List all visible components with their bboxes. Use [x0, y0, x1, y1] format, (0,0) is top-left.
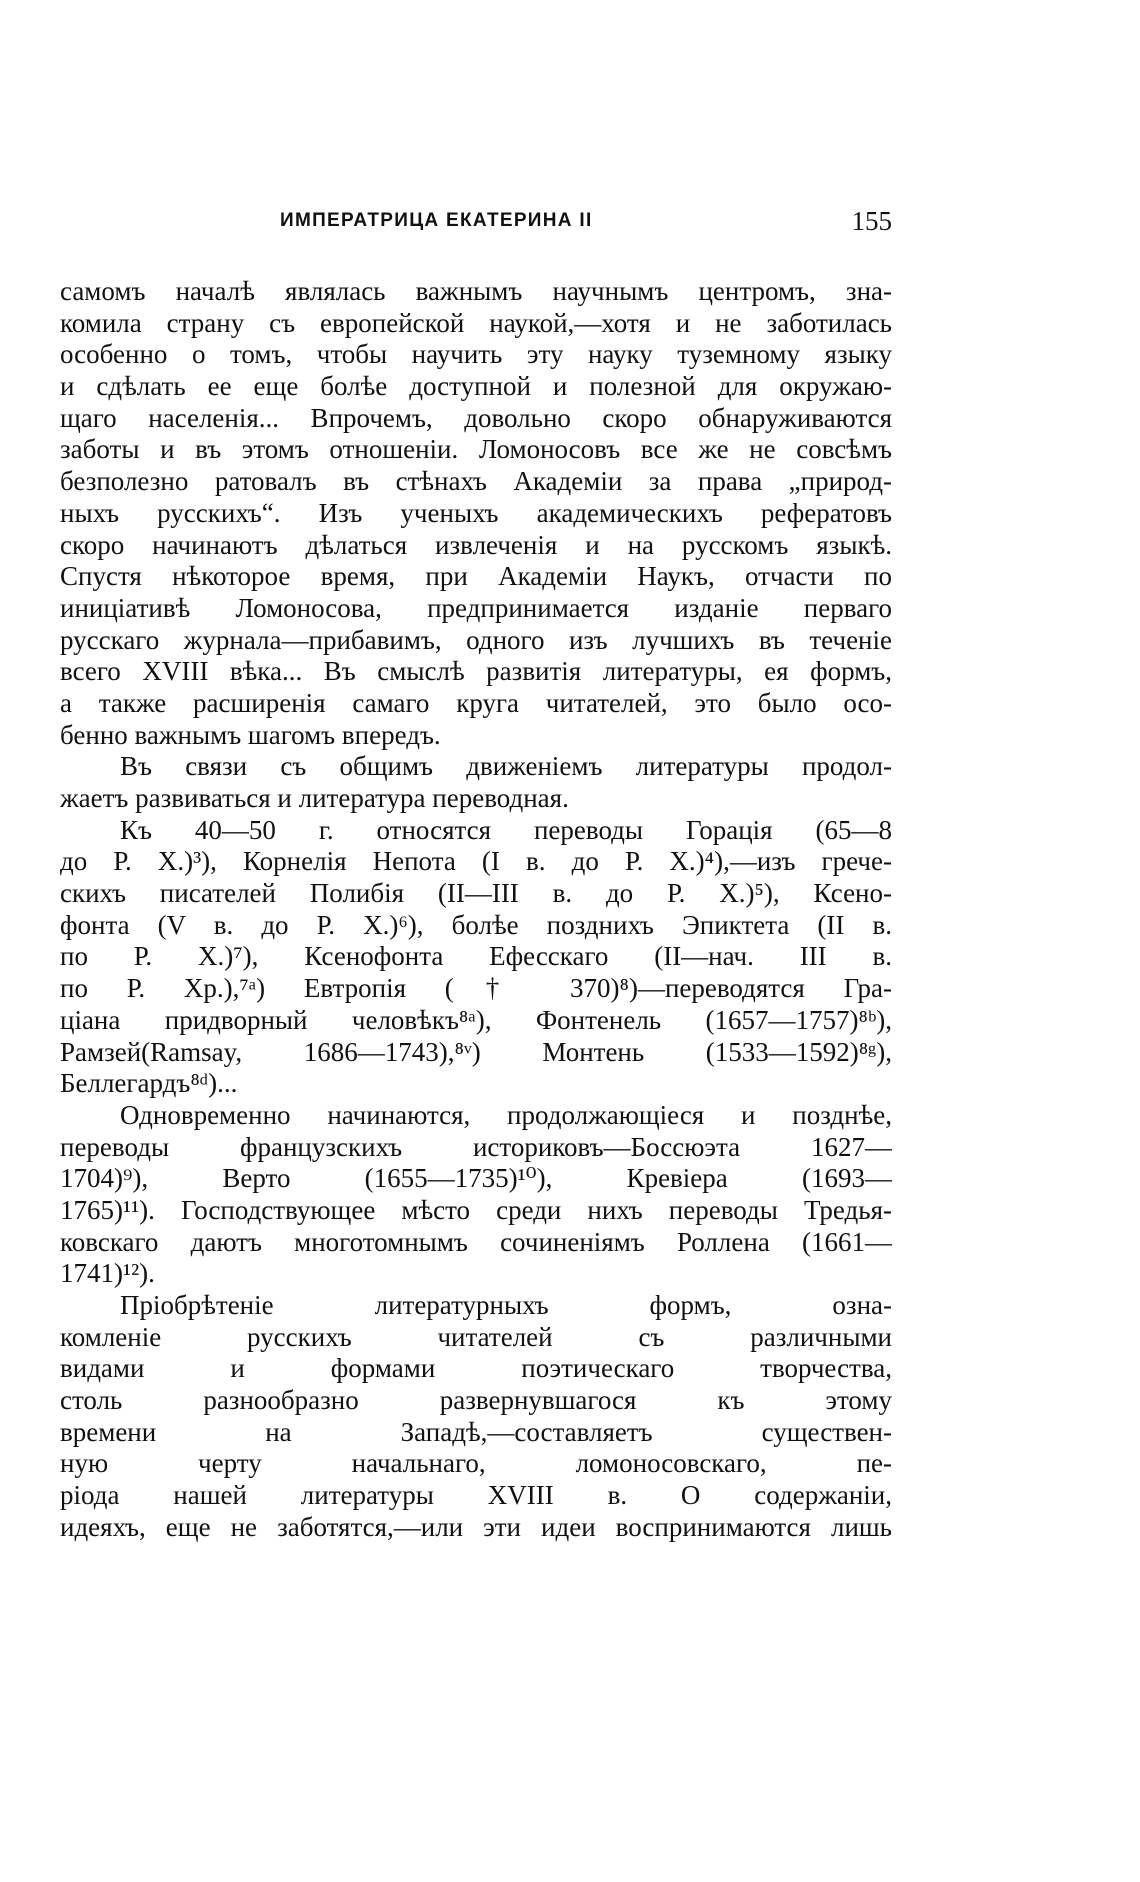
text-line: ціана придворный человѣкъ⁸ᵃ), Фонтенель (1657—1757)⁸ᵇ),: [60, 1004, 892, 1035]
paragraph-4: [60, 1100, 892, 1290]
text-line: ковскаго даютъ многотомнымъ сочиненіямъ Роллена (1661—: [60, 1226, 892, 1257]
text-line: по Р. Хр.),⁷ᵃ) Евтропія († 370)⁸)—переводятся Гра-: [60, 973, 892, 1004]
text-line: фонта (V в. до Р. X.)⁶), болѣе позднихъ Эпиктета (II в.: [60, 909, 892, 940]
running-head: [280, 206, 892, 242]
page-number: 155: [851, 206, 892, 236]
text-line: Пріобрѣтеніе литературныхъ формъ, озна-: [120, 1290, 892, 1320]
text-line: идеяхъ, еще не заботятся,—или эти идеи воспринимаются лишь: [60, 1511, 892, 1542]
text-line: всего XVIII вѣка... Въ смыслѣ развитія литературы, ея формъ,: [60, 656, 892, 687]
text-line: комила страну съ европейской наукой,—хотя и не заботилась: [60, 307, 892, 338]
text-line: времени на Западѣ,—составляетъ существен-: [60, 1416, 892, 1447]
text-line: ную черту начальнаго, ломоносовскаго, пе-: [60, 1448, 892, 1479]
text-line: 1741)¹²).: [60, 1258, 155, 1289]
paragraph-2: [60, 751, 892, 814]
text-line: особенно о томъ, чтобы научить эту науку туземному языку: [60, 339, 892, 370]
text-line: щаго населенія... Впрочемъ, довольно скоро обнаруживаются: [60, 402, 892, 433]
paragraph-1: [60, 276, 892, 751]
paragraph-3: [60, 815, 892, 1100]
text-line: ныхъ русскихъ“. Изъ ученыхъ академическихъ рефератовъ: [60, 497, 892, 528]
text-line: заботы и въ этомъ отношеніи. Ломоносовъ все же не совсѣмъ: [60, 434, 892, 465]
running-title: ИМПЕРАТРИЦА ЕКАТЕРИНА II: [280, 210, 593, 231]
paragraph-5: [60, 1290, 892, 1544]
text-line: до Р. X.)³), Корнелія Непота (I в. до Р. X.)⁴),—изъ грече-: [60, 846, 892, 877]
body-text: [60, 276, 892, 1544]
text-line: переводы французскихъ историковъ—Боссюэта 1627—: [60, 1131, 892, 1162]
text-line: бенно важнымъ шагомъ впередъ.: [60, 719, 441, 750]
text-line: иниціативѣ Ломоносова, предпринимается изданіе перваго: [60, 592, 892, 623]
text-line: самомъ началѣ являлась важнымъ научнымъ центромъ, зна-: [60, 276, 892, 306]
text-line: столь разнообразно развернувшагося къ этому: [60, 1385, 892, 1416]
text-line: и сдѣлать ее еще болѣе доступной и полезной для окружаю-: [60, 371, 892, 402]
text-line: а также расширенія самаго круга читателей, это было осо-: [60, 687, 892, 718]
text-line: 1765)¹¹). Господствующее мѣсто среди нихъ переводы Тредья-: [60, 1194, 892, 1225]
text-line: русскаго журнала—прибавимъ, одного изъ лучшихъ въ теченіе: [60, 624, 892, 655]
text-line: Беллегардъ⁸ᵈ)...: [60, 1068, 238, 1099]
text-line: безполезно ратовалъ въ стѣнахъ Академіи за права „природ-: [60, 466, 892, 497]
text-line: жаетъ развиваться и литература переводная.: [60, 783, 569, 813]
text-line: Одновременно начинаются, продолжающіеся и позднѣе,: [120, 1099, 892, 1130]
text-line: Къ 40—50 г. относятся переводы Горація (65—8: [120, 814, 892, 845]
text-line: видами и формами поэтическаго творчества,: [60, 1353, 892, 1384]
text-line: 1704)⁹), Верто (1655—1735)¹⁰), Кревіера (1693—: [60, 1163, 892, 1194]
text-line: Въ связи съ общимъ движеніемъ литературы продол-: [120, 751, 892, 782]
text-line: по Р. X.)⁷), Ксенофонта Ефесскаго (II—нач. III в.: [60, 941, 892, 972]
text-line: скоро начинаютъ дѣлаться извлеченія и на русскомъ языкѣ.: [60, 529, 892, 560]
text-line: ріода нашей литературы XVIII в. О содержаніи,: [60, 1480, 892, 1511]
text-line: Рамзей(Ramsay, 1686—1743),⁸ᵛ) Монтень (1533—1592)⁸ᵍ),: [60, 1036, 892, 1067]
text-line: Спустя нѣкоторое время, при Академіи Наукъ, отчасти по: [60, 561, 892, 592]
text-line: скихъ писателей Полибія (II—III в. до Р. X.)⁵), Ксено-: [60, 878, 892, 909]
text-line: комленіе русскихъ читателей съ различными: [60, 1321, 892, 1352]
